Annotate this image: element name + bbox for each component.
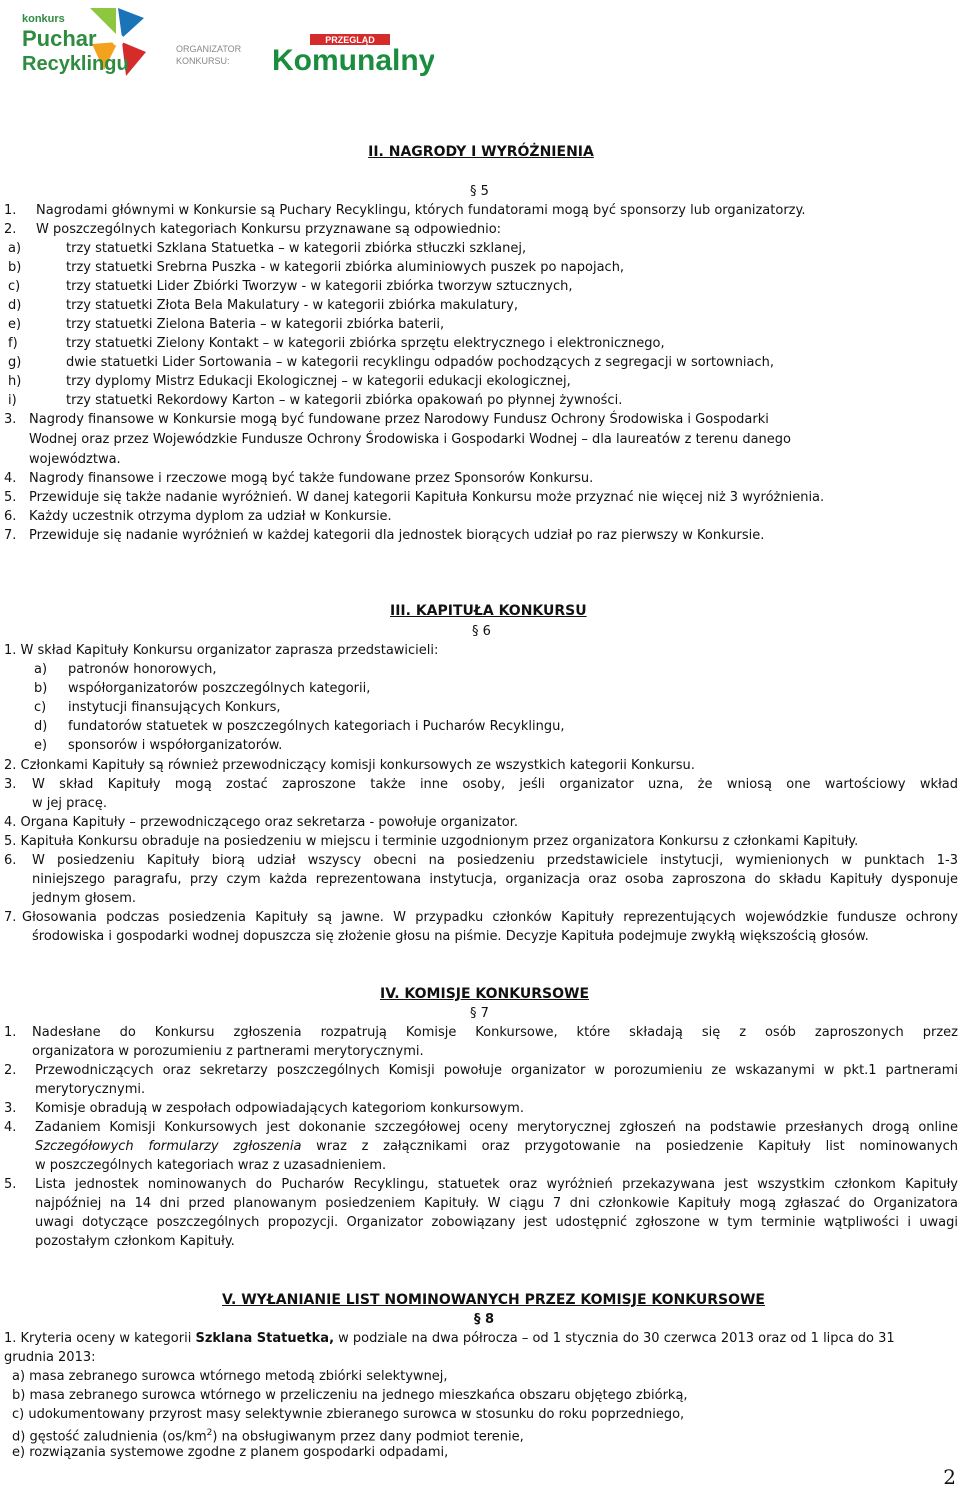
paragraph-mark: § 8: [474, 1312, 495, 1327]
list-item: 1. Nagrodami głównymi w Konkursie są Puchary Recyklingu, których fundatorami mogą być sponsorzy lub organizatorzy.: [4, 203, 806, 218]
list-item: 5. Przewiduje się także nadanie wyróżnień. W danej kategorii Kapituła Konkursu może przyznać nie więcej niż 3 wyróżnienia.: [4, 490, 825, 505]
page-number: 2: [943, 1465, 956, 1489]
list-item: d) gęstość zaludnienia $(os/km^2)$ na obsługiwanym przez dany podmiot terenie,: [12, 1428, 524, 1445]
sub-list-item: b) masa zebranego surowca wtórnego w przeliczeniu na jednego mieszkańca obszaru objętego zbiórką,: [12, 1388, 688, 1403]
puchar-recyklingu-logo: [4, 4, 434, 84]
list-item: 6. Każdy uczestnik otrzyma dyplom za udział w Konkursie.: [4, 509, 392, 524]
sub-list-item: a) patronów honorowych,: [34, 662, 217, 677]
list-item-cont: grudnia 2013:: [4, 1350, 96, 1365]
list-item: 5.: [4, 1177, 17, 1192]
sub-list-item: d) trzy statuetki Złota Bela Makulatury - w kategorii zbiórka makulatury,: [8, 298, 518, 313]
list-item: 3.: [4, 1101, 17, 1116]
section-heading: III. KAPITUŁA KONKURSU: [390, 603, 587, 619]
list-item: 3. Nagrody finansowe w Konkursie mogą być fundowane przez Narodowy Fundusz Ochrony Środowiska i Gospodarki: [4, 412, 769, 427]
list-item-cont: jednym głosem.: [32, 891, 137, 906]
list-item-cont: w jej pracę.: [32, 796, 107, 811]
sub-list-item: f) trzy statuetki Zielony Kontakt – w kategorii zbiórka sprzętu elektrycznego i elektronicznego,: [8, 336, 665, 351]
list-item: 1.: [4, 1025, 17, 1040]
list-item: 1. Kryteria oceny w kategorii Szklana Statuetka, w podziale na dwa półrocza – od 1 stycznia do 30 czerwca 2013 oraz od 1 lipca do 31: [4, 1331, 895, 1346]
svg-text:ORGANIZATOR: ORGANIZATOR: [176, 44, 242, 54]
svg-text:Puchar: Puchar: [22, 26, 97, 51]
list-item: 2.: [4, 1063, 17, 1078]
list-item-text: Głosowania podczas posiedzenia Kapituły są jawne. W przypadku członków Kapituły reprezentujących wojewódzkie fundusze ochrony: [22, 910, 958, 925]
section-heading: IV. KOMISJE KONKURSOWE: [380, 986, 590, 1002]
sub-list-item: e) trzy statuetki Zielona Bateria – w kategorii zbiórka baterii,: [8, 317, 445, 332]
sub-list-item: c) instytucji finansujących Konkurs,: [34, 700, 281, 715]
section-heading: V. WYŁANIANIE LIST NOMINOWANYCH PRZEZ KOMISJE KONKURSOWE: [222, 1292, 765, 1308]
list-item-cont: uwagi dotyczące poszczególnych propozycji. Organizator zobowiązany jest udostępnić zgłoszone w tym terminie wątpliwości i uwagi: [35, 1215, 958, 1230]
list-item: 7. Przewiduje się nadanie wyróżnień w każdej kategorii dla jednostek biorących udział po raz pierwszy w Konkursie.: [4, 528, 765, 543]
list-item-cont: województwa.: [29, 452, 121, 467]
list-item: 2. Członkami Kapituły są również przewodniczący komisji konkursowych ze wszystkich kategorii Konkursu.: [4, 758, 695, 773]
sub-list-item: c) udokumentowany przyrost masy selektywnie zbieranego surowca w stosunku do roku poprzedniego,: [12, 1407, 685, 1422]
section-heading: II. NAGRODY I WYRÓŻNIENIA: [368, 144, 594, 160]
list-item-cont: merytorycznymi.: [35, 1082, 146, 1097]
sub-list-item: b) współorganizatorów poszczególnych kategorii,: [34, 681, 371, 696]
svg-text:KONKURSU:: KONKURSU:: [176, 56, 230, 66]
list-item-text: Nadesłane do Konkursu zgłoszenia rozpatrują Komisje Konkursowe, które składają się z osób zaproszonych przez: [32, 1025, 958, 1040]
list-item-cont: najpóźniej na 14 dni przed planowanym posiedzeniem Kapituły. W ciągu 7 dni członkowie Kapituły mogą zgłaszać do Organizatora: [35, 1196, 958, 1211]
list-item: 4. Nagrody finansowe i rzeczowe mogą być także fundowane przez Sponsorów Konkursu.: [4, 471, 594, 486]
sub-list-item: h) trzy dyplomy Mistrz Edukacji Ekologicznej – w kategorii edukacji ekologicznej,: [8, 374, 571, 389]
sub-list-item: d) fundatorów statuetek w poszczególnych kategoriach i Pucharów Recyklingu,: [34, 719, 565, 734]
list-item-cont: środowiska i gospodarki wodnej dopuszcza się złożenie głosu na piśmie. Decyzje Kapituła podejmuje zwykłą większością głosów.: [32, 929, 869, 944]
svg-text:PRZEGLĄD: PRZEGLĄD: [325, 35, 375, 45]
list-item-text: Komisje obradują w zespołach odpowiadających kategoriom konkursowym.: [35, 1101, 524, 1116]
svg-text:konkurs: konkurs: [22, 13, 65, 25]
header-logos: [4, 4, 434, 84]
list-item-cont: Szczegółowych formularzy zgłoszenia wraz z załącznikami oraz przygotowanie na posiedzenie Kapituły list nominowanych: [35, 1139, 959, 1154]
list-item-text: Przewodniczących oraz sekretarzy poszczególnych Komisji powołuje organizator w porozumieniu ze wskazanymi w pkt.1 partnerami: [35, 1063, 958, 1078]
list-item: 4. Organa Kapituły – przewodniczącego oraz sekretarza - powołuje organizator.: [4, 815, 519, 830]
svg-text:Recyklingu: Recyklingu: [22, 53, 129, 75]
list-item-text: Lista jednostek nominowanych do Pucharów Recyklingu, statuetek oraz wyróżnień przekazywana jest wszystkim członkom Kapituły: [35, 1177, 958, 1192]
list-item: 6.: [4, 853, 17, 868]
list-item: 1. W skład Kapituły Konkursu organizator zaprasza przedstawicieli:: [4, 643, 439, 658]
sub-list-item: a) trzy statuetki Szklana Statuetka – w kategorii zbiórka stłuczki szklanej,: [8, 241, 527, 256]
list-item-cont: pozostałym członkom Kapituły.: [35, 1234, 235, 1249]
list-item: 3.: [4, 777, 17, 792]
list-item-cont: niniejszego paragrafu, przy czym każda reprezentowana instytucja, organizacja oraz osoba zaproszona do składu Kapituły dysponuje: [32, 872, 958, 887]
svg-text:Komunalny: Komunalny: [272, 44, 434, 77]
list-item-cont: w poszczególnych kategoriach wraz z uzasadnieniem.: [35, 1158, 387, 1173]
sub-list-item: b) trzy statuetki Srebrna Puszka - w kategorii zbiórka aluminiowych puszek po napojach,: [8, 260, 625, 275]
list-item: 2. W poszczególnych kategoriach Konkursu przyznawane są odpowiednio:: [4, 222, 502, 237]
list-item: 5. Kapituła Konkursu obraduje na posiedzeniu w miejscu i terminie uzgodnionym przez organizatora Konkursu z członkami Kapituły.: [4, 834, 859, 849]
sub-list-item: e) sponsorów i współorganizatorów.: [34, 738, 283, 753]
list-item-text: Zadaniem Komisji Konkursowych jest dokonanie szczegółowej oceny merytorycznej zgłoszeń na podstawie przesłanych drogą online: [35, 1120, 958, 1135]
list-item: 7.: [4, 910, 17, 925]
list-item: e) rozwiązania systemowe zgodne z planem gospodarki odpadami,: [12, 1445, 449, 1460]
sub-list-item: i) trzy statuetki Rekordowy Karton – w kategorii zbiórka opakowań po płynnej żywności.: [8, 393, 623, 408]
list-item: 4.: [4, 1120, 17, 1135]
paragraph-mark: § 7: [470, 1006, 489, 1021]
sub-list-item: a) masa zebranego surowca wtórnego metodą zbiórki selektywnej,: [12, 1369, 448, 1384]
sub-list-item: g) dwie statuetki Lider Sortowania – w kategorii recyklingu odpadów pochodzących z segregacji w sortowniach,: [8, 355, 775, 370]
paragraph-mark: § 6: [472, 624, 491, 639]
list-item-cont: Wodnej oraz przez Wojewódzkie Fundusze Ochrony Środowiska i Gospodarki Wodnej – dla laureatów z terenu danego: [29, 432, 792, 447]
sub-list-item: c) trzy statuetki Lider Zbiórki Tworzyw - w kategorii zbiórka tworzyw sztucznych,: [8, 279, 573, 294]
list-item-text: W posiedzeniu Kapituły biorą udział wszyscy obecni na posiedzeniu przedstawiciele instytucji, wymienionych w punktach 1-3: [32, 853, 958, 868]
paragraph-mark: § 5: [470, 184, 489, 199]
list-item-text: W skład Kapituły mogą zostać zaproszone także inne osoby, jeśli organizator uzna, że wniosą one wartościowy wkład: [32, 777, 958, 792]
list-item-cont: organizatora w porozumieniu z partnerami merytorycznymi.: [32, 1044, 424, 1059]
